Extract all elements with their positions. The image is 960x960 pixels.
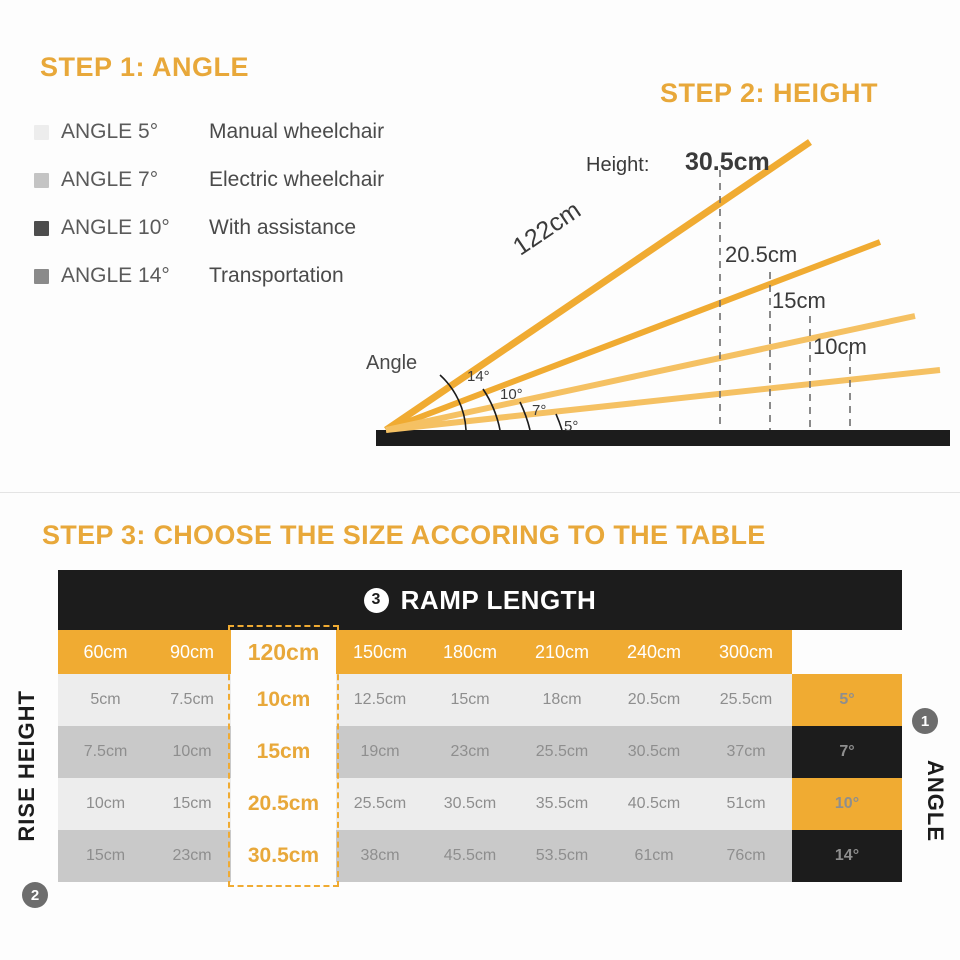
table-cell[interactable]: 35.5cm [516,778,608,830]
legend-angle-label: ANGLE 5° [61,120,159,143]
ground-bar-icon [376,430,950,446]
height-value-4: 10cm [813,334,867,359]
angle-arc-5 [556,414,562,430]
table-cell[interactable]: 38cm [336,830,424,882]
angle-axis-label: ANGLE [923,760,948,842]
ramp-fan-svg [340,130,950,470]
angle-cell: 14° [792,830,902,882]
legend-angle-label: ANGLE 7° [61,168,159,191]
table-row [58,630,902,674]
legend-desc-label: With assistance [209,216,357,239]
color-swatch-icon [34,269,49,284]
table-cell[interactable]: 23cm [424,726,516,778]
legend-desc-label: Manual wheelchair [209,120,385,143]
legend-desc-label: Transportation [209,264,344,287]
table-row [58,726,902,778]
table-cell[interactable]: 25.5cm [700,674,792,726]
table-cell[interactable]: 25.5cm [336,778,424,830]
angle-cell: 10° [792,778,902,830]
color-swatch-icon [34,221,49,236]
ramp-size-table [58,630,902,882]
table-cell[interactable]: 37cm [700,726,792,778]
badge-3: 3 [364,588,389,613]
table-cell[interactable]: 25.5cm [516,726,608,778]
column-header[interactable]: 180cm [424,630,516,674]
ramp-angle-diagram [340,130,950,470]
angle-tick-14: 14° [467,368,490,385]
table-cell[interactable]: 76cm [700,830,792,882]
legend-angle-label: ANGLE 14° [61,264,170,287]
table-cell[interactable]: 30.5cm [231,830,336,882]
height-prefix-label: Height: [586,154,650,176]
angle-tick-5: 5° [564,418,579,435]
angle-cell: 5° [792,674,902,726]
table-cell[interactable]: 10cm [231,674,336,726]
column-header[interactable]: 240cm [608,630,700,674]
table-cell[interactable]: 45.5cm [424,830,516,882]
table-cell[interactable]: 53.5cm [516,830,608,882]
table-cell[interactable]: 30.5cm [608,726,700,778]
height-value-3: 15cm [772,288,826,313]
table-cell[interactable]: 30.5cm [424,778,516,830]
color-swatch-icon [34,173,49,188]
table-cell[interactable]: 61cm [608,830,700,882]
rise-height-axis-label: RISE HEIGHT [14,690,39,842]
legend-angle-label: ANGLE 10° [61,216,170,239]
table-cell[interactable]: 51cm [700,778,792,830]
table-cell[interactable]: 20.5cm [608,674,700,726]
column-header[interactable]: 150cm [336,630,424,674]
column-header[interactable]: 300cm [700,630,792,674]
angle-word-label: Angle [366,352,418,374]
table-row [58,778,902,830]
column-header[interactable]: 120cm [231,630,336,674]
height-value-main: 30.5cm [685,148,770,176]
angle-cell: 7° [792,726,902,778]
table-cell[interactable]: 10cm [58,778,153,830]
table-cell[interactable]: 18cm [516,674,608,726]
step3-title: STEP 3: CHOOSE THE SIZE ACCORING TO THE TABLE [42,520,766,550]
color-swatch-icon [34,125,49,140]
table-cell[interactable]: 20.5cm [231,778,336,830]
legend-desc-label: Electric wheelchair [209,168,385,191]
badge-1: 1 [912,708,938,734]
table-cell[interactable]: 5cm [58,674,153,726]
table-cell[interactable]: 15cm [153,778,231,830]
height-value-2: 20.5cm [725,242,798,267]
ramp-length-label: 122cm [508,196,586,262]
column-header[interactable]: 90cm [153,630,231,674]
ramp-length-header [58,570,902,630]
step1-title: STEP 1: ANGLE [40,52,250,82]
column-header-spacer [792,630,902,674]
table-cell[interactable]: 10cm [153,726,231,778]
table-cell[interactable]: 23cm [153,830,231,882]
table-cell[interactable]: 12.5cm [336,674,424,726]
section-divider [0,492,960,493]
angle-tick-10: 10° [500,386,523,403]
table-cell[interactable]: 15cm [58,830,153,882]
table-cell[interactable]: 7.5cm [153,674,231,726]
step2-title: STEP 2: HEIGHT [660,78,879,108]
size-table-area [58,570,902,882]
table-cell[interactable]: 15cm [231,726,336,778]
column-header[interactable]: 210cm [516,630,608,674]
table-cell[interactable]: 19cm [336,726,424,778]
badge-2: 2 [22,882,48,908]
table-cell[interactable]: 15cm [424,674,516,726]
angle-tick-7: 7° [532,402,547,419]
table-row [58,674,902,726]
column-header[interactable]: 60cm [58,630,153,674]
table-row [58,830,902,882]
table-cell[interactable]: 40.5cm [608,778,700,830]
table-cell[interactable]: 7.5cm [58,726,153,778]
ramp-length-title: RAMP LENGTH [400,584,597,615]
